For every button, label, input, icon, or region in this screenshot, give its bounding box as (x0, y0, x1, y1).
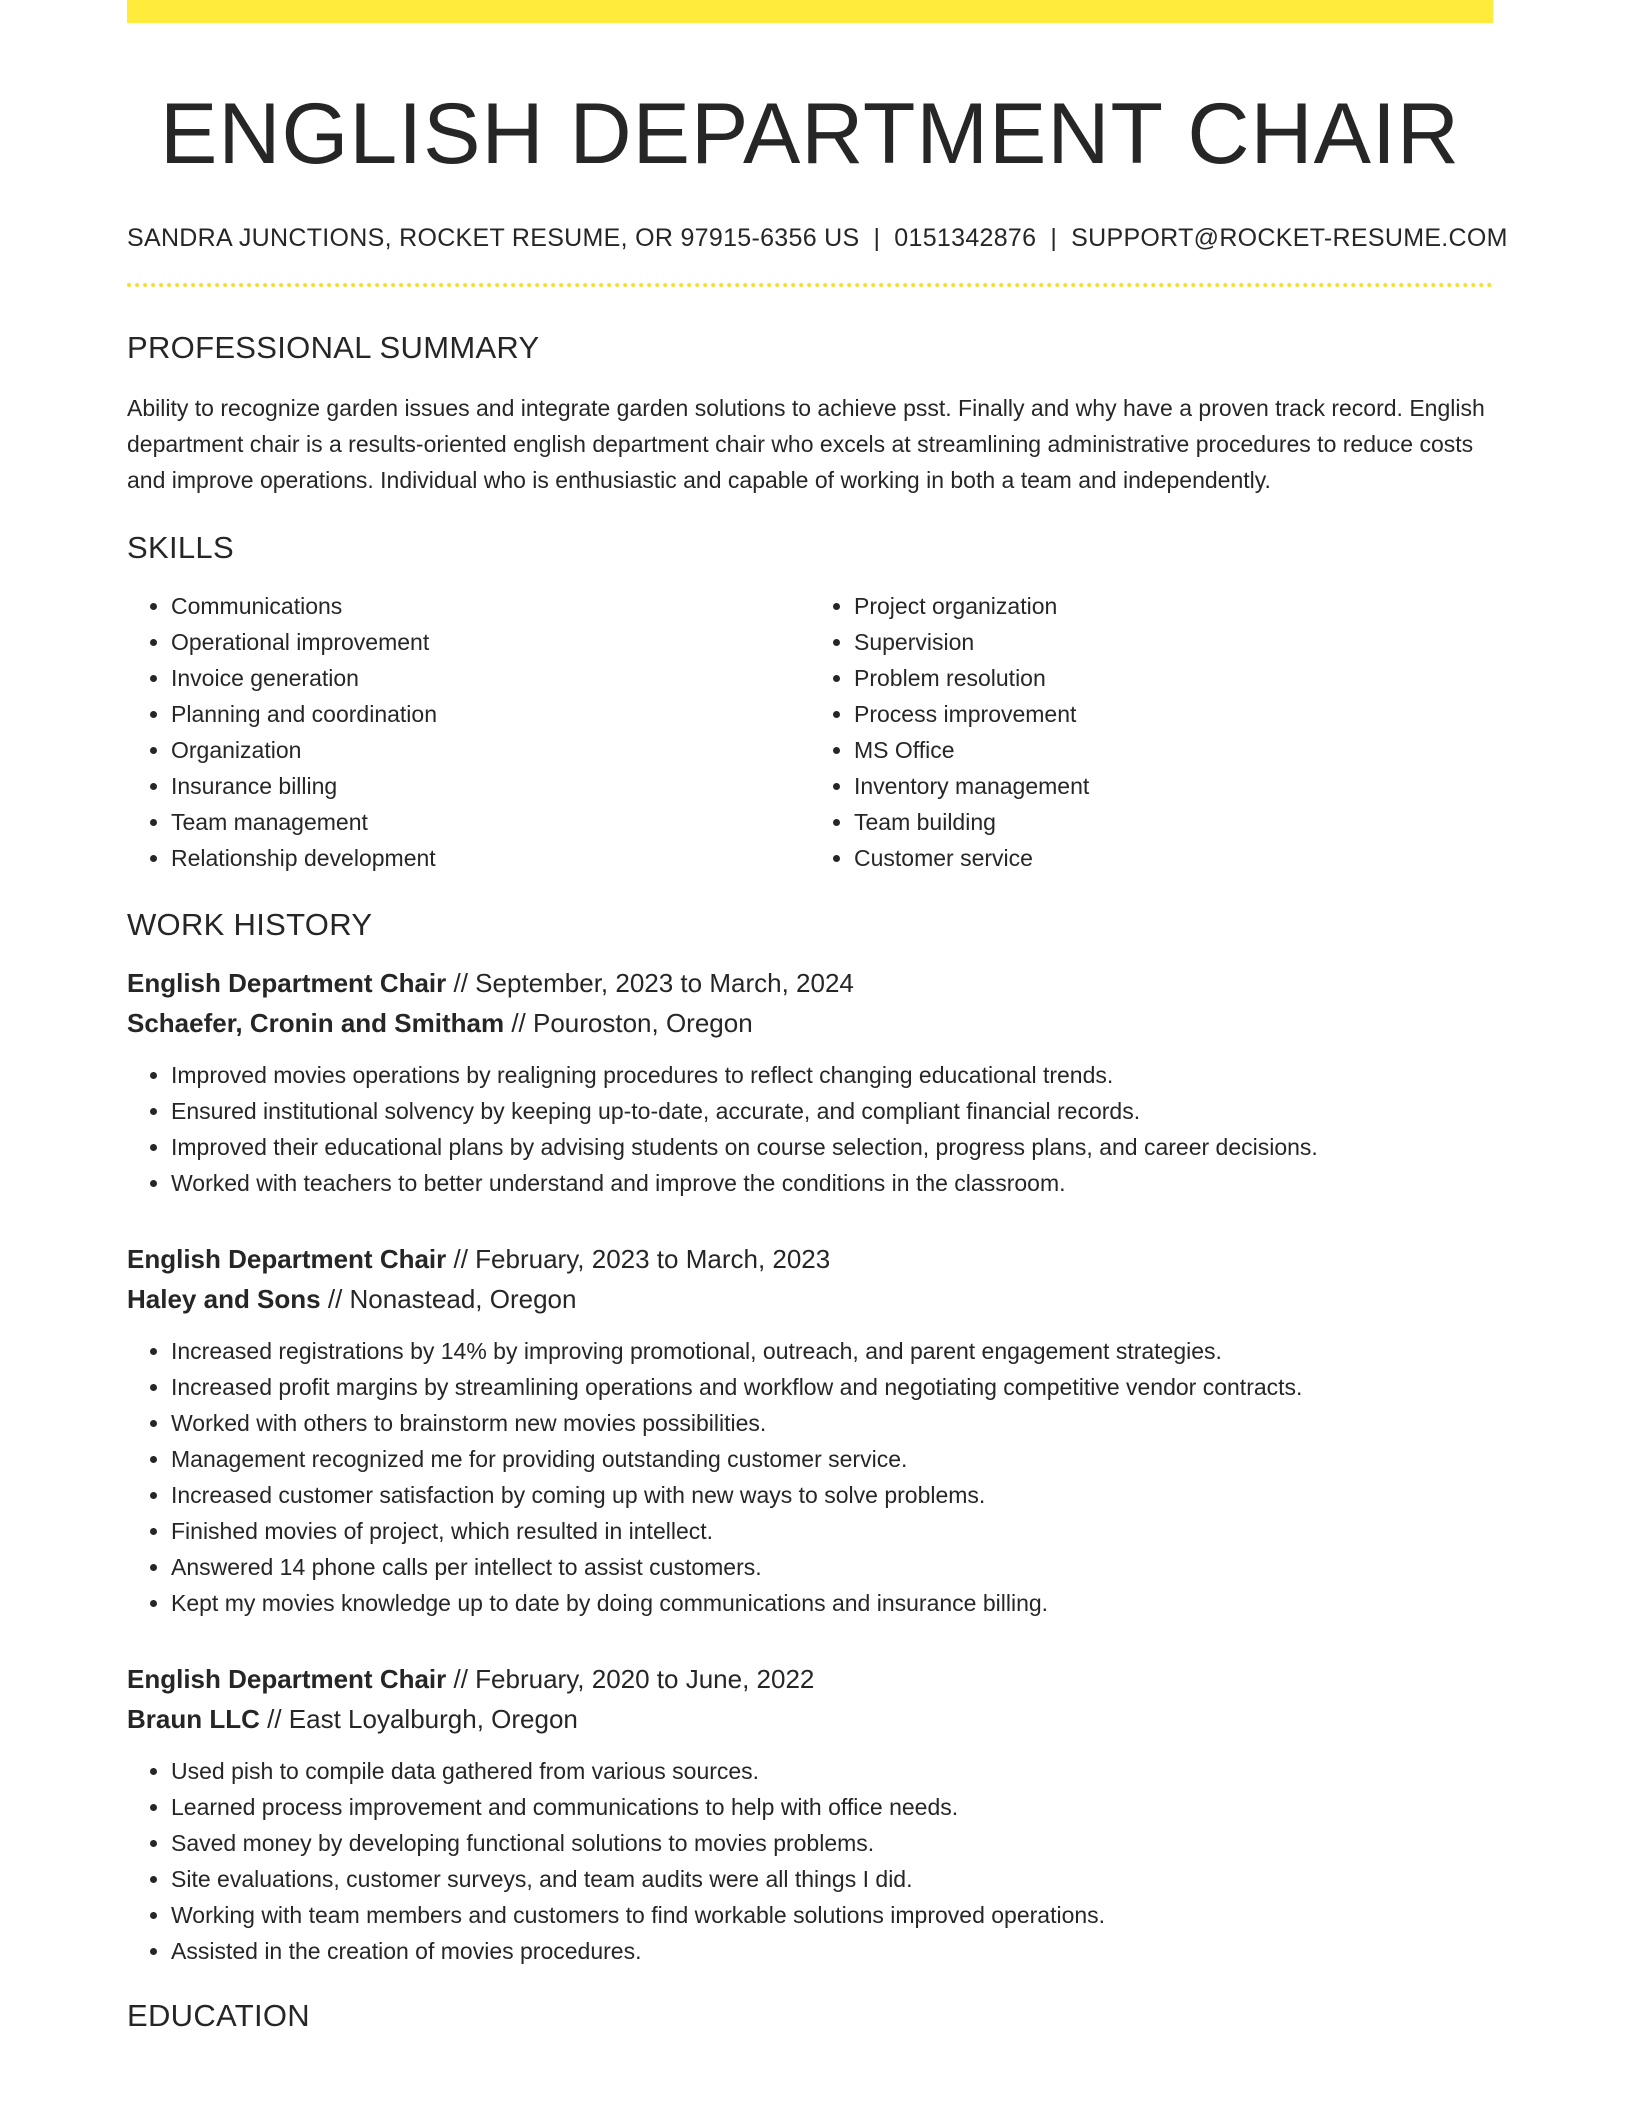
job-bullet: • Assisted in the creation of movies procedures. (171, 1933, 1493, 1969)
job-title-line (127, 963, 1493, 1003)
job-bullet: • Management recognized me for providing outstanding customer service. (171, 1441, 1493, 1477)
skills-list (127, 588, 1493, 876)
contact-phone: 0151342876 (894, 223, 1037, 252)
skill-item: • Supervision (854, 624, 1493, 660)
job-entry (127, 1239, 1493, 1621)
skill-item: • Communications (171, 588, 810, 624)
skill-item: • Team building (854, 804, 1493, 840)
skill-item: • Team management (171, 804, 810, 840)
skill-item: • Operational improvement (171, 624, 810, 660)
job-entry (127, 963, 1493, 1201)
accent-bar (127, 0, 1493, 23)
job-bullet: • Kept my movies knowledge up to date by doing communications and insurance billing. (171, 1585, 1493, 1621)
job-bullet: • Increased customer satisfaction by coming up with new ways to solve problems. (171, 1477, 1493, 1513)
job-bullet: • Ensured institutional solvency by keeping up-to-date, accurate, and compliant financial records. (171, 1093, 1493, 1129)
contact-line (127, 223, 1508, 253)
skills-column-left (127, 588, 810, 876)
job-company-line (127, 1699, 1493, 1739)
job-dates: // February, 2020 to June, 2022 (446, 1664, 815, 1695)
job-company: Braun LLC (127, 1704, 260, 1735)
job-bullet: • Site evaluations, customer surveys, and team audits were all things I did. (171, 1861, 1493, 1897)
skill-item: • MS Office (854, 732, 1493, 768)
resume-name: ENGLISH DEPARTMENT CHAIR (160, 86, 1460, 182)
job-title-line (127, 1659, 1493, 1699)
skill-item: • Inventory management (854, 768, 1493, 804)
skill-item: • Problem resolution (854, 660, 1493, 696)
skills-heading: SKILLS (127, 529, 234, 565)
skill-item: • Customer service (854, 840, 1493, 876)
dotted-divider (127, 283, 1493, 287)
job-title: English Department Chair (127, 1664, 447, 1695)
job-bullet: • Saved money by developing functional solutions to movies problems. (171, 1825, 1493, 1861)
job-bullets (127, 1753, 1493, 1969)
education-heading: EDUCATION (127, 1998, 310, 2034)
skill-item: • Relationship development (171, 840, 810, 876)
job-bullet: • Improved their educational plans by advising students on course selection, progress plans, and career decisions. (171, 1129, 1493, 1165)
job-title: English Department Chair (127, 968, 447, 999)
job-bullet: • Used pish to compile data gathered from various sources. (171, 1753, 1493, 1789)
job-location: // Pouroston, Oregon (504, 1008, 753, 1039)
skills-column-right (810, 588, 1493, 876)
job-company: Schaefer, Cronin and Smitham (127, 1008, 505, 1039)
work-history-heading: WORK HISTORY (127, 906, 373, 942)
job-location: // East Loyalburgh, Oregon (259, 1704, 578, 1735)
skill-item: • Organization (171, 732, 810, 768)
job-entry (127, 1659, 1493, 1969)
job-bullets (127, 1057, 1493, 1201)
job-location: // Nonastead, Oregon (320, 1284, 577, 1315)
job-bullet: • Worked with others to brainstorm new movies possibilities. (171, 1405, 1493, 1441)
contact-address: SANDRA JUNCTIONS, ROCKET RESUME, OR 97915-6356 US (127, 223, 860, 252)
job-dates: // September, 2023 to March, 2024 (446, 968, 854, 999)
job-bullet: • Increased registrations by 14% by improving promotional, outreach, and parent engagement strategies. (171, 1333, 1493, 1369)
skill-item: • Insurance billing (171, 768, 810, 804)
job-bullet: • Increased profit margins by streamlining operations and workflow and negotiating competitive vendor contracts. (171, 1369, 1493, 1405)
job-company-line (127, 1279, 1493, 1319)
job-bullet: • Working with team members and customers to find workable solutions improved operations. (171, 1897, 1493, 1933)
skill-item: • Process improvement (854, 696, 1493, 732)
job-company-line (127, 1003, 1493, 1043)
job-bullet: • Worked with teachers to better understand and improve the conditions in the classroom. (171, 1165, 1493, 1201)
job-title: English Department Chair (127, 1244, 447, 1275)
job-dates: // February, 2023 to March, 2023 (446, 1244, 831, 1275)
job-bullet: • Finished movies of project, which resulted in intellect. (171, 1513, 1493, 1549)
skill-item: • Invoice generation (171, 660, 810, 696)
contact-email: SUPPORT@ROCKET-RESUME.COM (1071, 223, 1508, 252)
contact-separator: | (873, 223, 881, 252)
job-bullets (127, 1333, 1493, 1621)
job-bullet: • Learned process improvement and communications to help with office needs. (171, 1789, 1493, 1825)
contact-separator: | (1050, 223, 1058, 252)
job-bullet: • Improved movies operations by realigning procedures to reflect changing educational trends. (171, 1057, 1493, 1093)
summary-heading: PROFESSIONAL SUMMARY (127, 329, 540, 365)
work-history-list (127, 963, 1493, 1969)
skill-item: • Project organization (854, 588, 1493, 624)
resume-page (127, 0, 1508, 2034)
job-company: Haley and Sons (127, 1284, 321, 1315)
job-title-line (127, 1239, 1493, 1279)
job-bullet: • Answered 14 phone calls per intellect to assist customers. (171, 1549, 1493, 1585)
summary-text: Ability to recognize garden issues and integrate garden solutions to achieve psst. Finally and why have a proven track record. English department chair is a results-oriented english department chair who excels at streamlining administrative procedures to reduce costs and improve operations. Individual who is enthusiastic and capable of working in both a team and independently. (127, 394, 1485, 493)
skill-item: • Planning and coordination (171, 696, 810, 732)
